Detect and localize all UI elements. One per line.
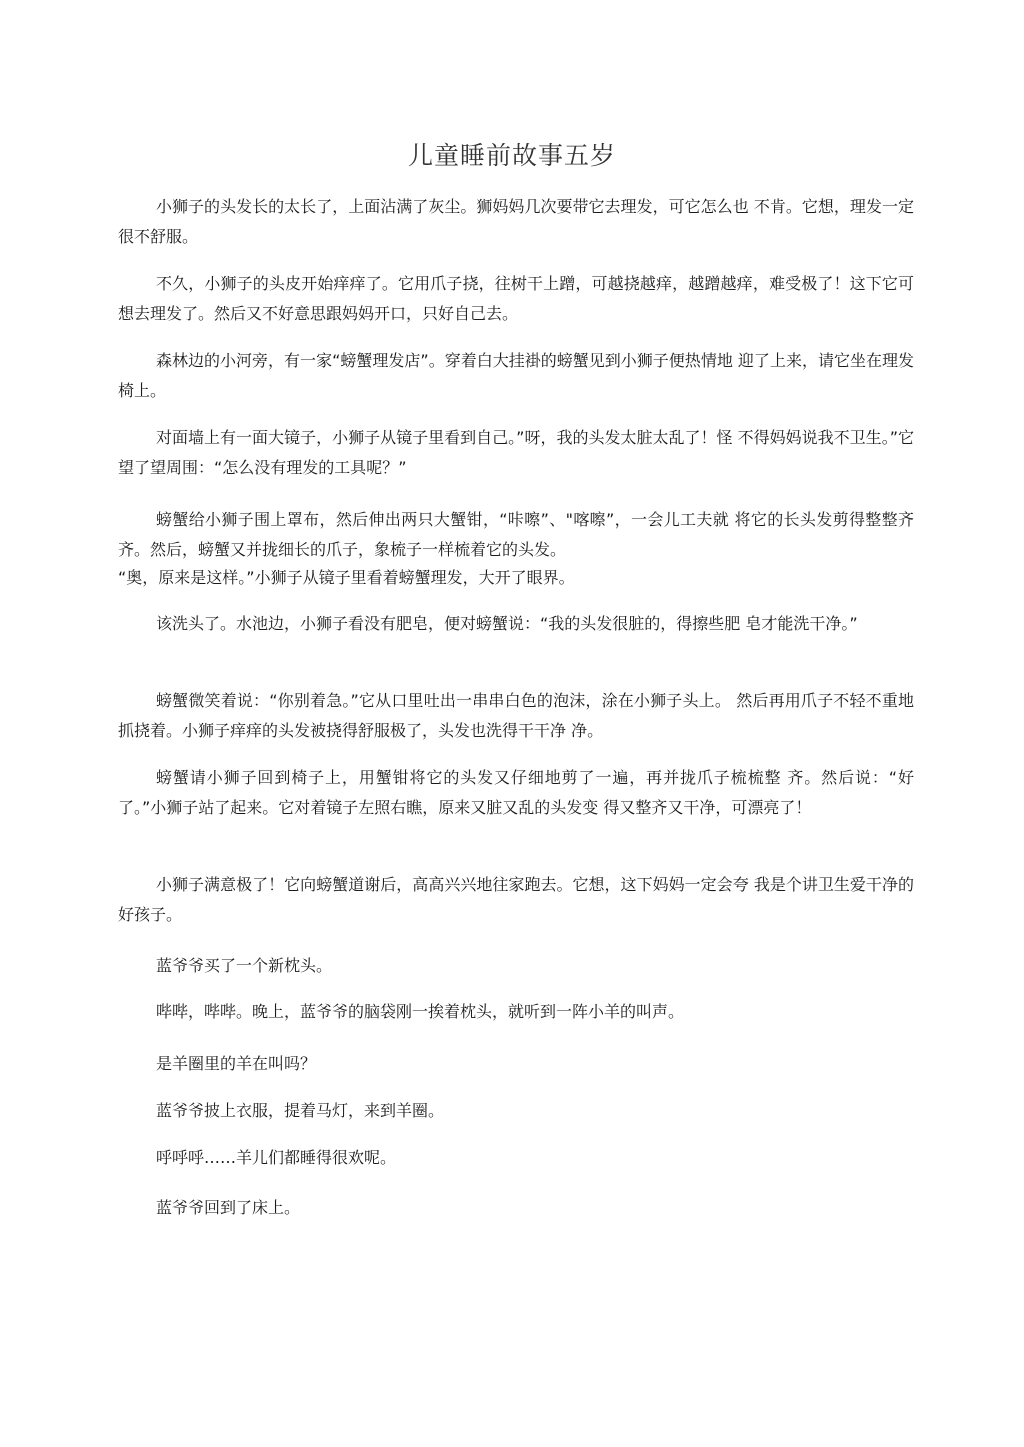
paragraph-1: 小狮子的头发长的太长了，上面沾满了灰尘。狮妈妈几次要带它去理发，可它怎么也 不肯。它想，理发一定很不舒服。 — [118, 197, 914, 246]
paragraph-13: 是羊圈里的羊在叫吗？ — [156, 1054, 317, 1073]
paragraph-5: 螃蟹给小狮子围上罩布，然后伸出两只大蟹钳，“咔嚓”、"喀嚓”，一会儿工夫就 将它的长头发剪得整整齐齐。然后，螃蟹又并拢细长的爪子，象梳子一样梳着它的头发。 — [118, 510, 914, 559]
paragraph-15: 呼呼呼……羊儿们都睡得很欢呢。 — [156, 1148, 397, 1167]
paragraph-8: 螃蟹微笑着说：“你别着急。”它从口里吐出一串串白色的泡沫，涂在小狮子头上。 然后再用爪子不轻不重地抓挠着。小狮子痒痒的头发被挠得舒服极了，头发也洗得干干净 净。 — [118, 691, 914, 740]
paragraph-16: 蓝爷爷回到了床上。 — [156, 1198, 301, 1217]
paragraph-7: 该洗头了。水池边，小狮子看没有肥皂，便对螃蟹说：“我的头发很脏的，得擦些肥 皂才能洗干净。” — [156, 614, 858, 633]
paragraph-12: 哔哔，哔哔。晚上，蓝爷爷的脑袋刚一挨着枕头，就听到一阵小羊的叫声。 — [156, 1002, 685, 1021]
paragraph-11: 蓝爷爷买了一个新枕头。 — [156, 956, 333, 975]
paragraph-9: 螃蟹请小狮子回到椅子上，用蟹钳将它的头发又仔细地剪了一遍，再并拢爪子梳梳整 齐。然后说：“好了。”小狮子站了起来。它对着镜子左照右瞧，原来又脏又乱的头发变 得又整齐又干净，可漂亮了！ — [118, 768, 914, 817]
paragraph-6: “奥，原来是这样。”小狮子从镜子里看着螃蟹理发，大开了眼界。 — [118, 568, 575, 587]
paragraph-14: 蓝爷爷披上衣服，提着马灯，来到羊圈。 — [156, 1101, 445, 1120]
paragraph-2: 不久，小狮子的头皮开始痒痒了。它用爪子挠，往树干上蹭，可越挠越痒，越蹭越痒，难受极了！这下它可想去理发了。然后又不好意思跟妈妈开口，只好自己去。 — [118, 274, 914, 323]
paragraph-10: 小狮子满意极了！它向螃蟹道谢后，高高兴兴地往家跑去。它想，这下妈妈一定会夸 我是个讲卫生爱干净的好孩子。 — [118, 875, 914, 924]
document-title: 儿童睡前故事五岁 — [407, 141, 616, 170]
paragraph-4: 对面墙上有一面大镜子，小狮子从镜子里看到自己。”呀，我的头发太脏太乱了！怪 不得妈妈说我不卫生。”它望了望周围：“怎么没有理发的工具呢？” — [118, 428, 914, 477]
paragraph-3: 森林边的小河旁，有一家“螃蟹理发店”。穿着白大挂褂的螃蟹见到小狮子便热情地 迎了上来，请它坐在理发椅上。 — [118, 351, 914, 400]
